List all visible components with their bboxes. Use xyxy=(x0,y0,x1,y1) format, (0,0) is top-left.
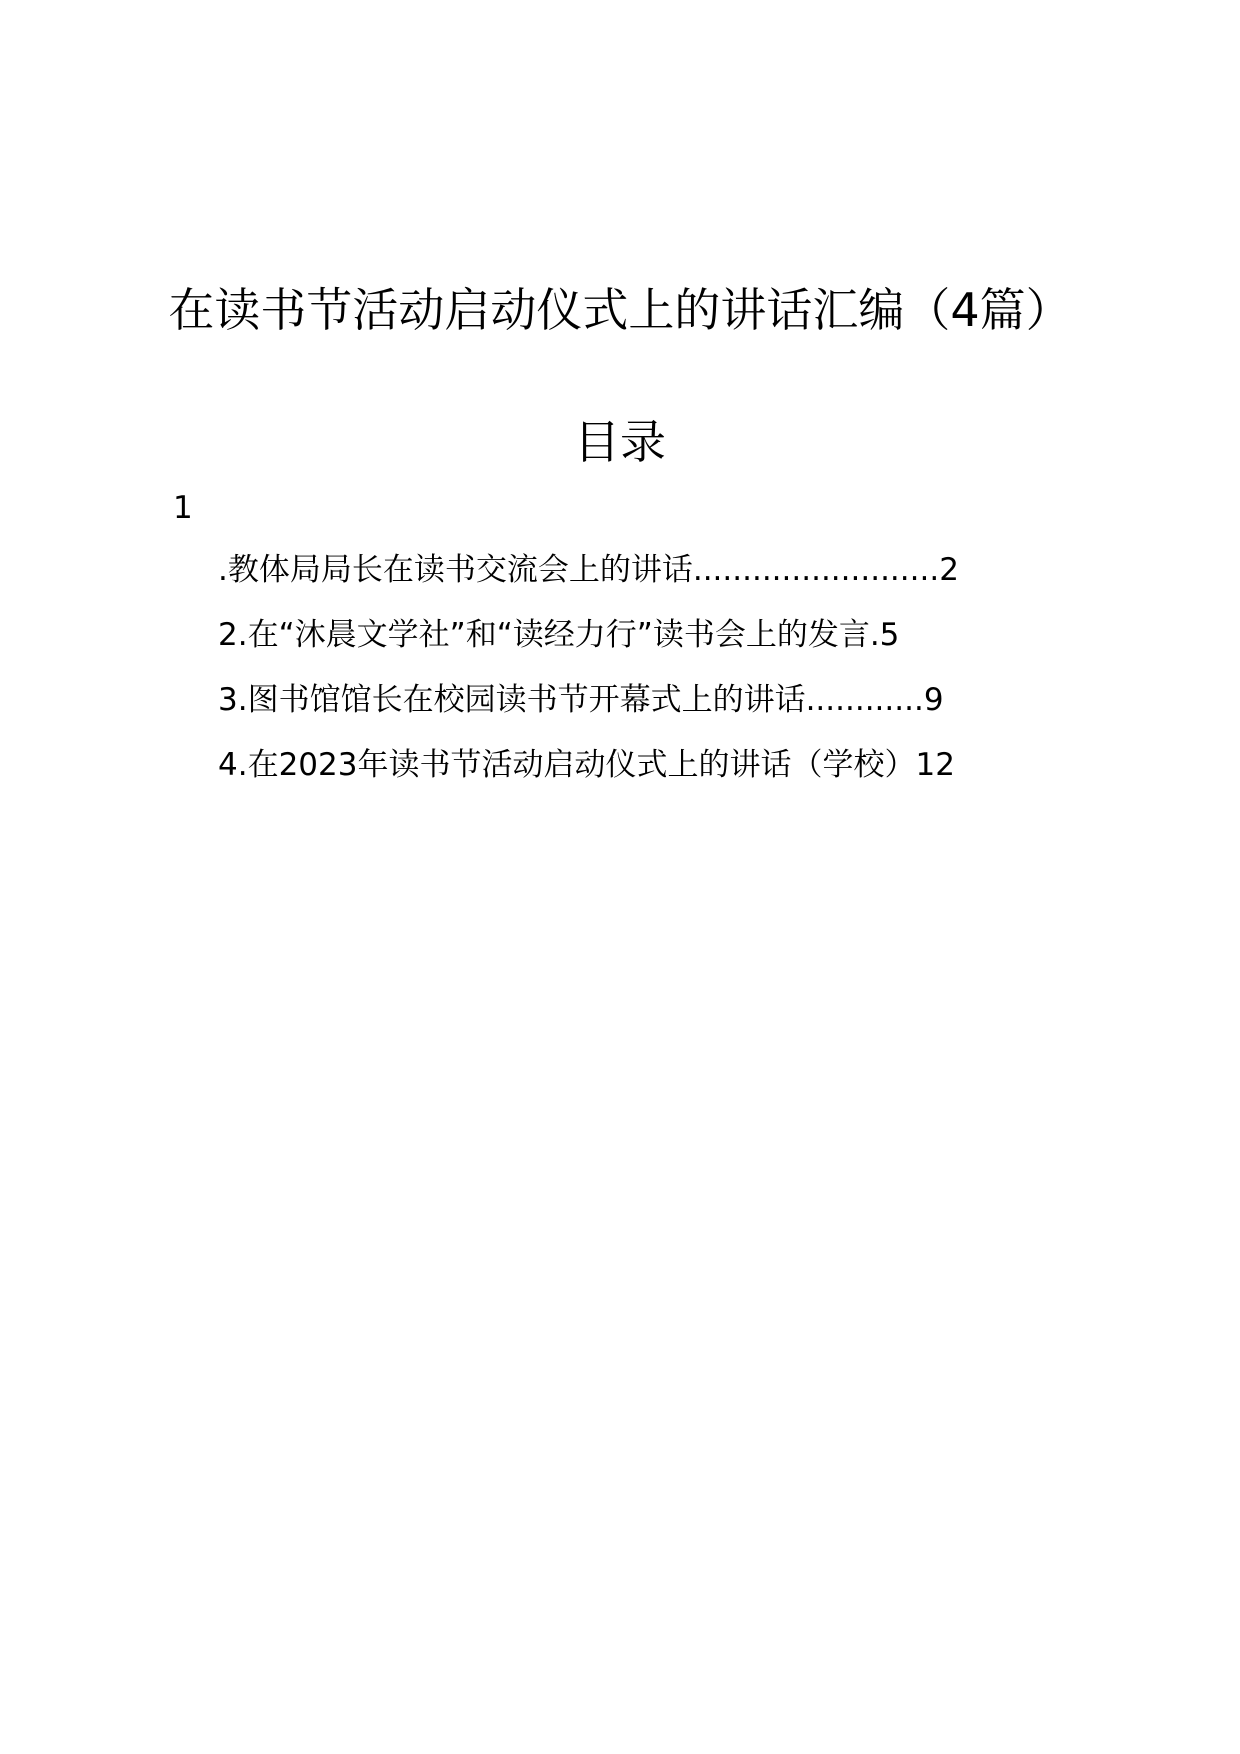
toc-entry-number: 1 xyxy=(173,490,193,526)
toc-heading: 目录 xyxy=(574,415,666,469)
toc-entry[interactable]: 4.在2023年读书节活动启动仪式上的讲话（学校）12 xyxy=(218,747,955,783)
toc-entry[interactable]: 2.在“沐晨文学社”和“读经力行”读书会上的发言.5 xyxy=(218,617,900,653)
document-title: 在读书节活动启动仪式上的讲话汇编（4篇） xyxy=(168,283,1072,337)
toc-entry[interactable]: .教体局局长在读书交流会上的讲话.........................2 xyxy=(218,552,959,588)
toc-list xyxy=(218,550,1018,810)
toc-entry[interactable]: 3.图书馆馆长在校园读书节开幕式上的讲话............9 xyxy=(218,682,944,718)
